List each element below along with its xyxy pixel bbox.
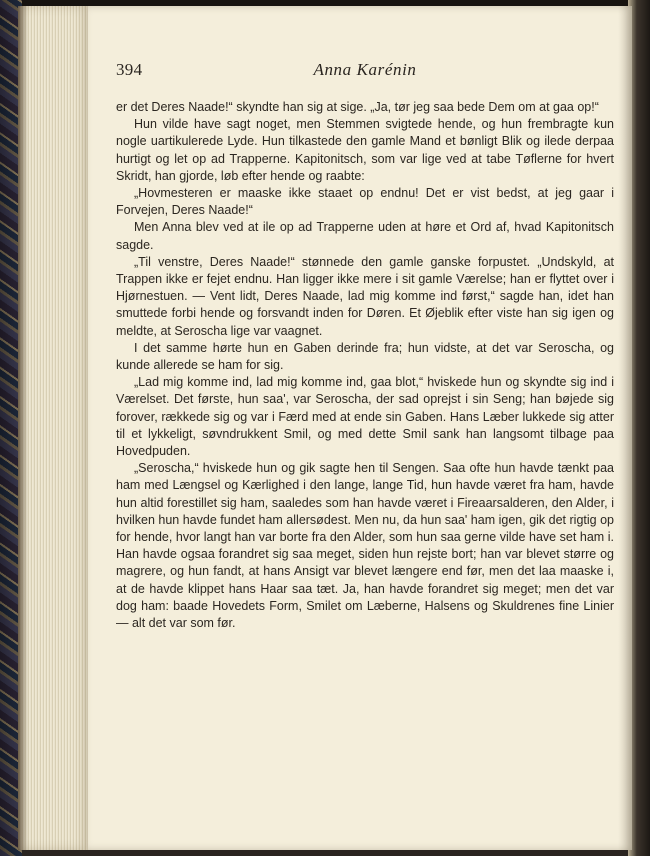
page-number: 394	[116, 60, 143, 79]
running-title: Anna Karénin	[313, 60, 417, 79]
page-stack-edge	[18, 6, 90, 850]
paragraph: „Hovmesteren er maaske ikke staaet op endnu! Det er vist bedst, at jeg gaar i Forvejen, Deres Naade!“	[116, 186, 614, 218]
paragraph: I det samme hørte hun en Gaben derinde fra; hun vidste, at det var Seroscha, og kunde allerede se ham for sig.	[116, 340, 614, 373]
paragraph: „Lad mig komme ind, lad mig komme ind, gaa blot,“ hviskede hun og skyndte sig ind i Værelset. Det første, hun saa', var Seroscha, der sad oprejst i sin Seng; han bøjede sig forover, rækkede sig og var i Færd med at ende sin Gaben. Hans Læber lukkede sig atter til et lykkeligt, søvndrukkent Smil, og med dette Smil sank han langsomt tilbage paa Hovedpuden.	[116, 375, 614, 459]
paragraph: Hun vilde have sagt noget, men Stemmen svigtede hende, og hun frembragte kun nogle uartikulerede Lyde. Hun tilkastede den gamle Mand et bønligt Blik og ilede derpaa hurtigt og let op ad Trapperne. Kapitonitsch, som var lige ved at tabe Tøflerne for hvert Skridt, han gjorde, løb efter hende og raabte:	[116, 117, 614, 183]
paragraph: Men Anna blev ved at ile op ad Trapperne uden at høre et Ord af, hvad Kapitonitsch sagde.	[116, 220, 614, 252]
paragraph: „Seroscha,“ hviskede hun og gik sagte hen til Sengen. Saa ofte hun havde tænkt paa ham med Længsel og Kærlighed i den lange, lange Tid, hun havde været fra ham, havde hun altid forestillet sig ham, saaledes som han havde været i Fireaarsalderen, den Alder, i hvilken hun havde fundet ham allersødest. Men nu, da hun saa' ham igen, gik det rigtig op for hende, hvor langt han var borte fra den Alder, som hun saa gerne vilde have set ham i. Han havde ogsaa forandret sig saa meget, siden hun rejste bort; han var blevet større og magrere, og hun fandt, at hans Ansigt var blevet længere end før, men det laa maaske i, at de havde klippet hans Haar saa tæt. Ja, han havde forandret sig meget; men det var dog ham: baade Hovedets Form, Smilet om Læberne, Halsens og Skuldrenes fine Linier — alt det var som før.	[116, 461, 614, 631]
paragraph: „Til venstre, Deres Naade!“ stønnede den gamle ganske forpustet. „Undskyld, at Trappen ikke er fejet endnu. Han ligger ikke mere i sit gamle Værelse; han er flyttet over i Hjørnestuen. — Vent lidt, Deres Naade, lad mig komme ind først,“ sagde han, idet han smuttede forbi hende og forsvandt inden for Døren. Et Øjeblik efter viste han sig igen og meldte, at Seroscha lige var vaagnet.	[116, 254, 614, 338]
page-header	[116, 60, 614, 84]
paragraph: er det Deres Naade!“ skyndte han sig at sige. „Ja, tør jeg saa bede Dem om at gaa op!“	[116, 100, 599, 114]
body-text	[116, 99, 614, 632]
